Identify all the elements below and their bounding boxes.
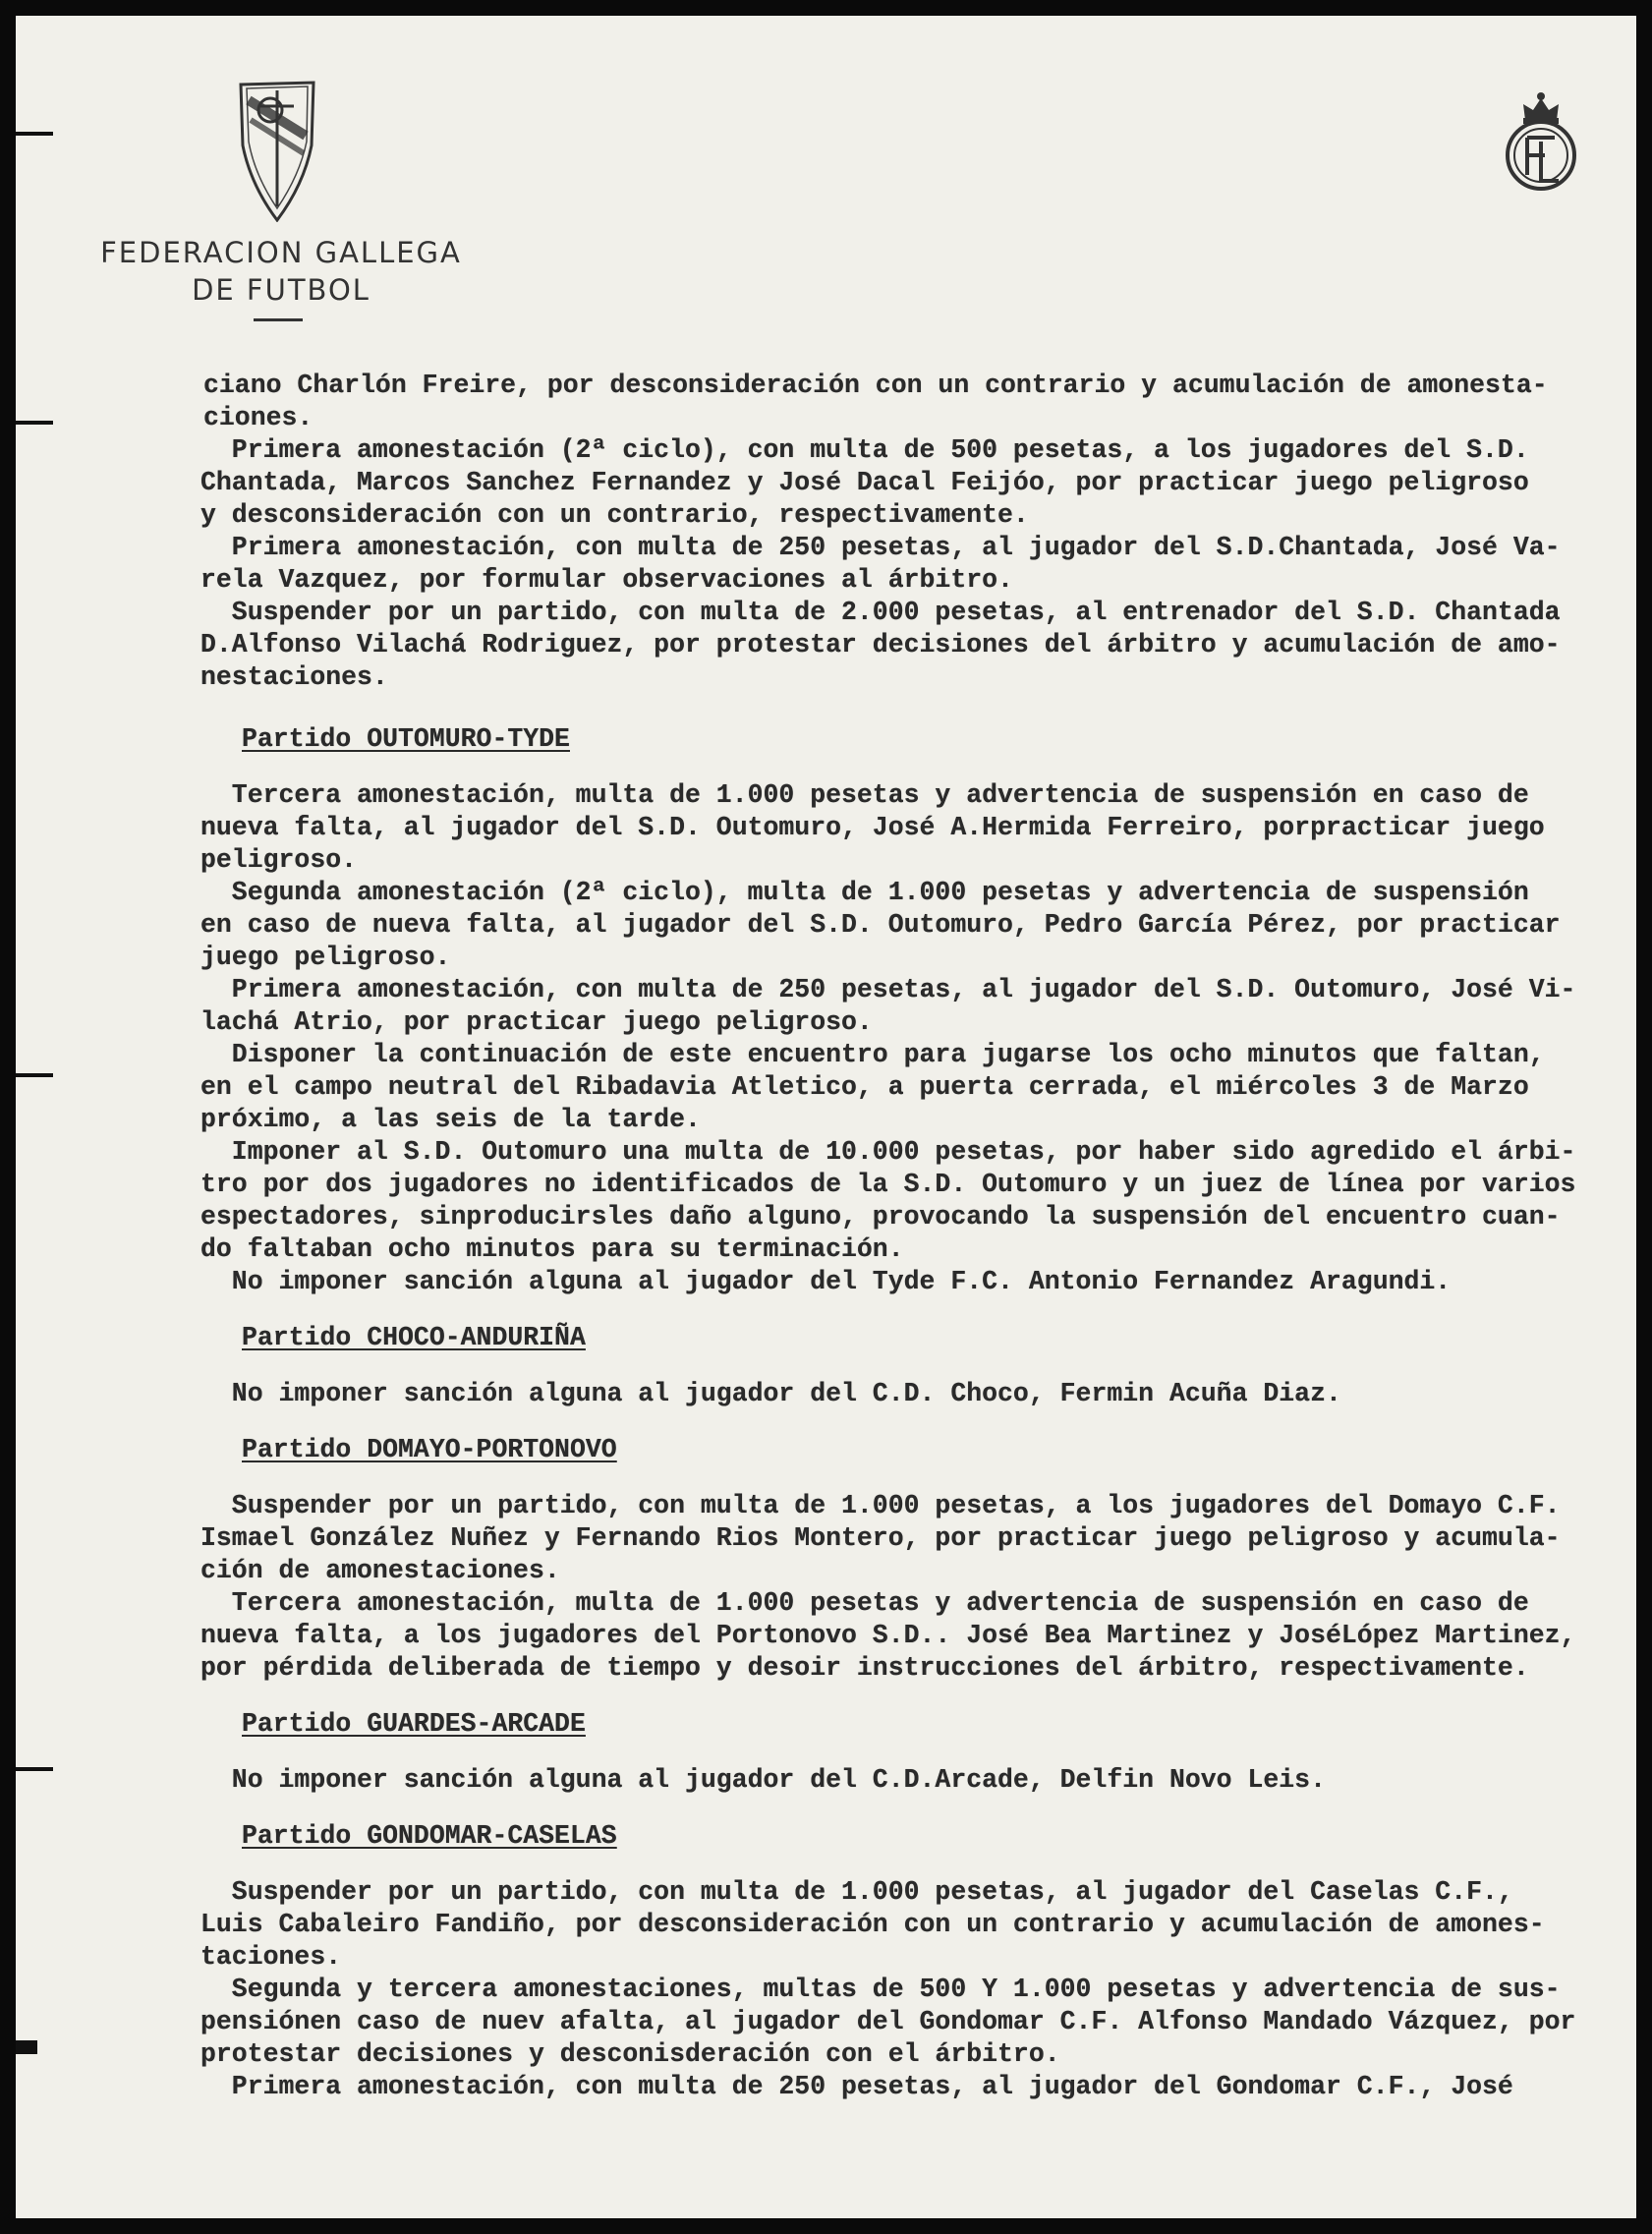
body-line: en el campo neutral del Ribadavia Atletico, a puerta cerrada, el miércoles 3 de Marzo (200, 1072, 1529, 1102)
body-line: próximo, a las seis de la tarde. (200, 1105, 701, 1134)
binder-hole (16, 1767, 53, 1771)
document-body (200, 370, 1621, 2103)
body-line: Luis Cabaleiro Fandiño, por desconsideración con un contrario y acumulación de amones- (200, 1910, 1545, 1939)
section-heading: Partido GONDOMAR-CASELAS (242, 1821, 617, 1851)
federation-name (85, 234, 478, 309)
intro-block (200, 370, 1621, 694)
body-line: nestaciones. (200, 662, 388, 692)
binder-hole (16, 132, 53, 136)
body-line: Tercera amonestación, multa de 1.000 pesetas y advertencia de suspensión en caso de (200, 780, 1529, 810)
body-line: en caso de nueva falta, al jugador del S.D. Outomuro, Pedro García Pérez, por practicar (200, 910, 1561, 940)
body-line: rela Vazquez, por formular observaciones al árbitro. (200, 565, 1013, 595)
body-line: peligroso. (200, 845, 358, 875)
body-line: protestar decisiones y desconisderación con el árbitro. (200, 2039, 1060, 2069)
section-heading: Partido GUARDES-ARCADE (242, 1709, 586, 1739)
federation-name-line1: FEDERACION GALLEGA (100, 236, 462, 269)
body-line: No imponer sanción alguna al jugador del C.D.Arcade, Delfin Novo Leis. (200, 1765, 1326, 1795)
body-line: Primera amonestación (2ª ciclo), con multa de 500 pesetas, a los jugadores del S.D. (200, 435, 1529, 465)
binder-hole (16, 1073, 53, 1077)
body-line: Imponer al S.D. Outomuro una multa de 10.000 pesetas, por haber sido agredido el árbi- (200, 1137, 1576, 1167)
body-line: pensiónen caso de nuev afalta, al jugador del Gondomar C.F. Alfonso Mandado Vázquez, por (200, 2007, 1576, 2036)
document-page (16, 16, 1636, 2218)
body-line: do faltaban ocho minutos para su terminación. (200, 1234, 904, 1264)
body-line: tro por dos jugadores no identificados de la S.D. Outomuro y un juez de línea por varios (200, 1170, 1576, 1199)
section-guardes-arcade (200, 1708, 1621, 1797)
header-divider (254, 318, 303, 321)
section-domayo-portonovo (200, 1434, 1621, 1685)
crowned-rfef-emblem-icon (1502, 86, 1580, 195)
body-line: ciones. (203, 403, 313, 432)
body-line: Primera amonestación, con multa de 250 pesetas, al jugador del S.D.Chantada, José Va- (200, 533, 1561, 562)
body-line: Tercera amonestación, multa de 1.000 pesetas y advertencia de suspensión en caso de (200, 1588, 1529, 1618)
body-line: Ismael González Nuñez y Fernando Rios Montero, por practicar juego peligroso y acumula- (200, 1523, 1561, 1553)
body-line: No imponer sanción alguna al jugador del C.D. Choco, Fermin Acuña Diaz. (200, 1379, 1341, 1408)
section-gondomar-caselas (200, 1820, 1621, 2103)
federation-shield-icon (233, 77, 321, 222)
section-heading: Partido OUTOMURO-TYDE (242, 724, 570, 754)
body-line: taciones. (200, 1942, 342, 1972)
body-line: y desconsideración con un contrario, respectivamente. (200, 500, 1029, 530)
federation-name-line2: DE FUTBOL (192, 273, 370, 307)
body-line: D.Alfonso Vilachá Rodriguez, por protestar decisiones del árbitro y acumulación de amo- (200, 630, 1561, 659)
body-line: nueva falta, al jugador del S.D. Outomuro, José A.Hermida Ferreiro, porpracticar juego (200, 813, 1545, 842)
body-line: Suspender por un partido, con multa de 1.000 pesetas, a los jugadores del Domayo C.F. (200, 1491, 1561, 1520)
body-line: por pérdida deliberada de tiempo y desoir instrucciones del árbitro, respectivamente. (200, 1653, 1529, 1683)
section-heading: Partido DOMAYO-PORTONOVO (242, 1435, 617, 1464)
binder-hole (16, 421, 53, 425)
body-line: Segunda y tercera amonestaciones, multas de 500 Y 1.000 pesetas y advertencia de sus- (200, 1975, 1561, 2004)
body-line: No imponer sanción alguna al jugador del Tyde F.C. Antonio Fernandez Aragundi. (200, 1267, 1452, 1296)
body-line: Primera amonestación, con multa de 250 pesetas, al jugador del S.D. Outomuro, José Vi- (200, 975, 1576, 1004)
body-line: Chantada, Marcos Sanchez Fernandez y José Dacal Feijóo, por practicar juego peligroso (200, 468, 1529, 497)
section-heading: Partido CHOCO-ANDURIÑA (242, 1323, 586, 1352)
body-line: ciano Charlón Freire, por desconsideración con un contrario y acumulación de amonesta- (203, 371, 1548, 400)
body-line: ción de amonestaciones. (200, 1556, 560, 1585)
body-line: Disponer la continuación de este encuentro para jugarse los ocho minutos que faltan, (200, 1040, 1545, 1069)
section-outomuro-tyde (200, 723, 1621, 1298)
body-line: espectadores, sinproducirsles daño alguno, provocando la suspensión del encuentro cuan- (200, 1202, 1561, 1232)
body-line: Suspender por un partido, con multa de 1.000 pesetas, al jugador del Caselas C.F., (200, 1877, 1513, 1907)
body-line: juego peligroso. (200, 943, 451, 972)
body-line: Suspender por un partido, con multa de 2.000 pesetas, al entrenador del S.D. Chantada (200, 598, 1561, 627)
section-choco-andurina (200, 1322, 1621, 1410)
body-line: Segunda amonestación (2ª ciclo), multa de 1.000 pesetas y advertencia de suspensión (200, 878, 1529, 907)
body-line: Primera amonestación, con multa de 250 pesetas, al jugador del Gondomar C.F., José (200, 2072, 1513, 2101)
body-line: nueva falta, a los jugadores del Portonovo S.D.. José Bea Martinez y JoséLópez Martinez, (200, 1621, 1576, 1650)
binder-hole (16, 2040, 37, 2054)
body-line: lachá Atrio, por practicar juego peligroso. (200, 1007, 873, 1037)
